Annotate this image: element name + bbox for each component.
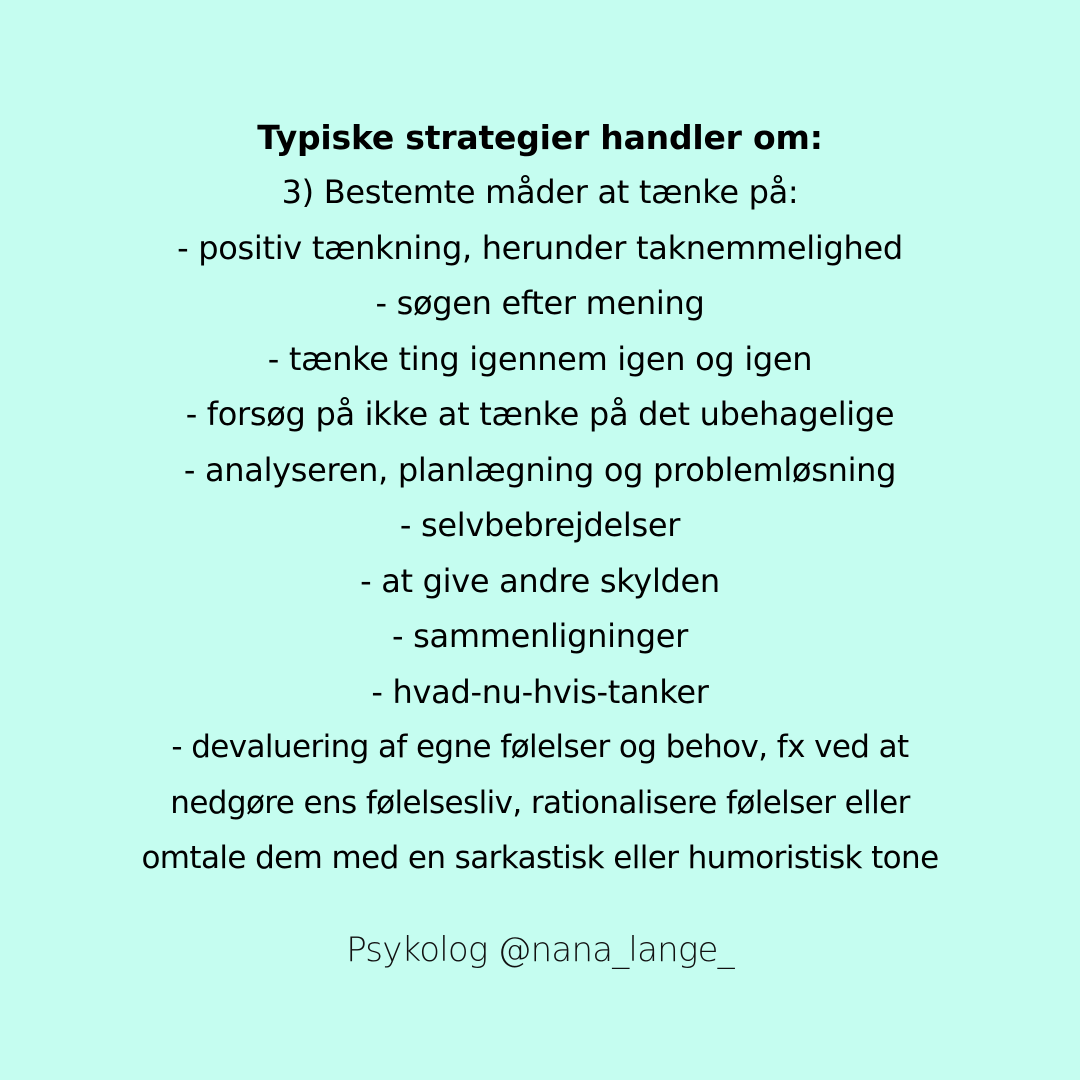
post-heading: Typiske strategier handler om: bbox=[257, 118, 823, 157]
list-item: - forsøg på ikke at tænke på det ubehagelige bbox=[185, 395, 895, 433]
final-item-line: - devaluering af egne følelser og behov, fx ved at bbox=[171, 729, 909, 765]
author-signature: Psykolog @nana_lange_ bbox=[346, 930, 734, 970]
list-item: - positiv tænkning, herunder taknemmelighed bbox=[177, 228, 903, 267]
final-item-line: nedgøre ens følelsesliv, rationalisere følelser eller bbox=[170, 784, 910, 821]
list-item: - søgen efter mening bbox=[375, 284, 705, 322]
list-item: - hvad-nu-hvis-tanker bbox=[371, 672, 709, 711]
list-item: - at give andre skylden bbox=[360, 561, 720, 600]
text-block bbox=[0, 110, 1080, 887]
final-item-line: omtale dem med en sarkastisk eller humoristisk tone bbox=[141, 840, 939, 876]
list-item: - tænke ting igennem igen og igen bbox=[267, 339, 813, 378]
post-subheading: 3) Bestemte måder at tænke på: bbox=[281, 173, 799, 211]
list-item: - analyseren, planlægning og problemløsning bbox=[183, 450, 897, 489]
list-item: - sammenligninger bbox=[392, 617, 688, 655]
list-item: - selvbebrejdelser bbox=[399, 506, 681, 544]
